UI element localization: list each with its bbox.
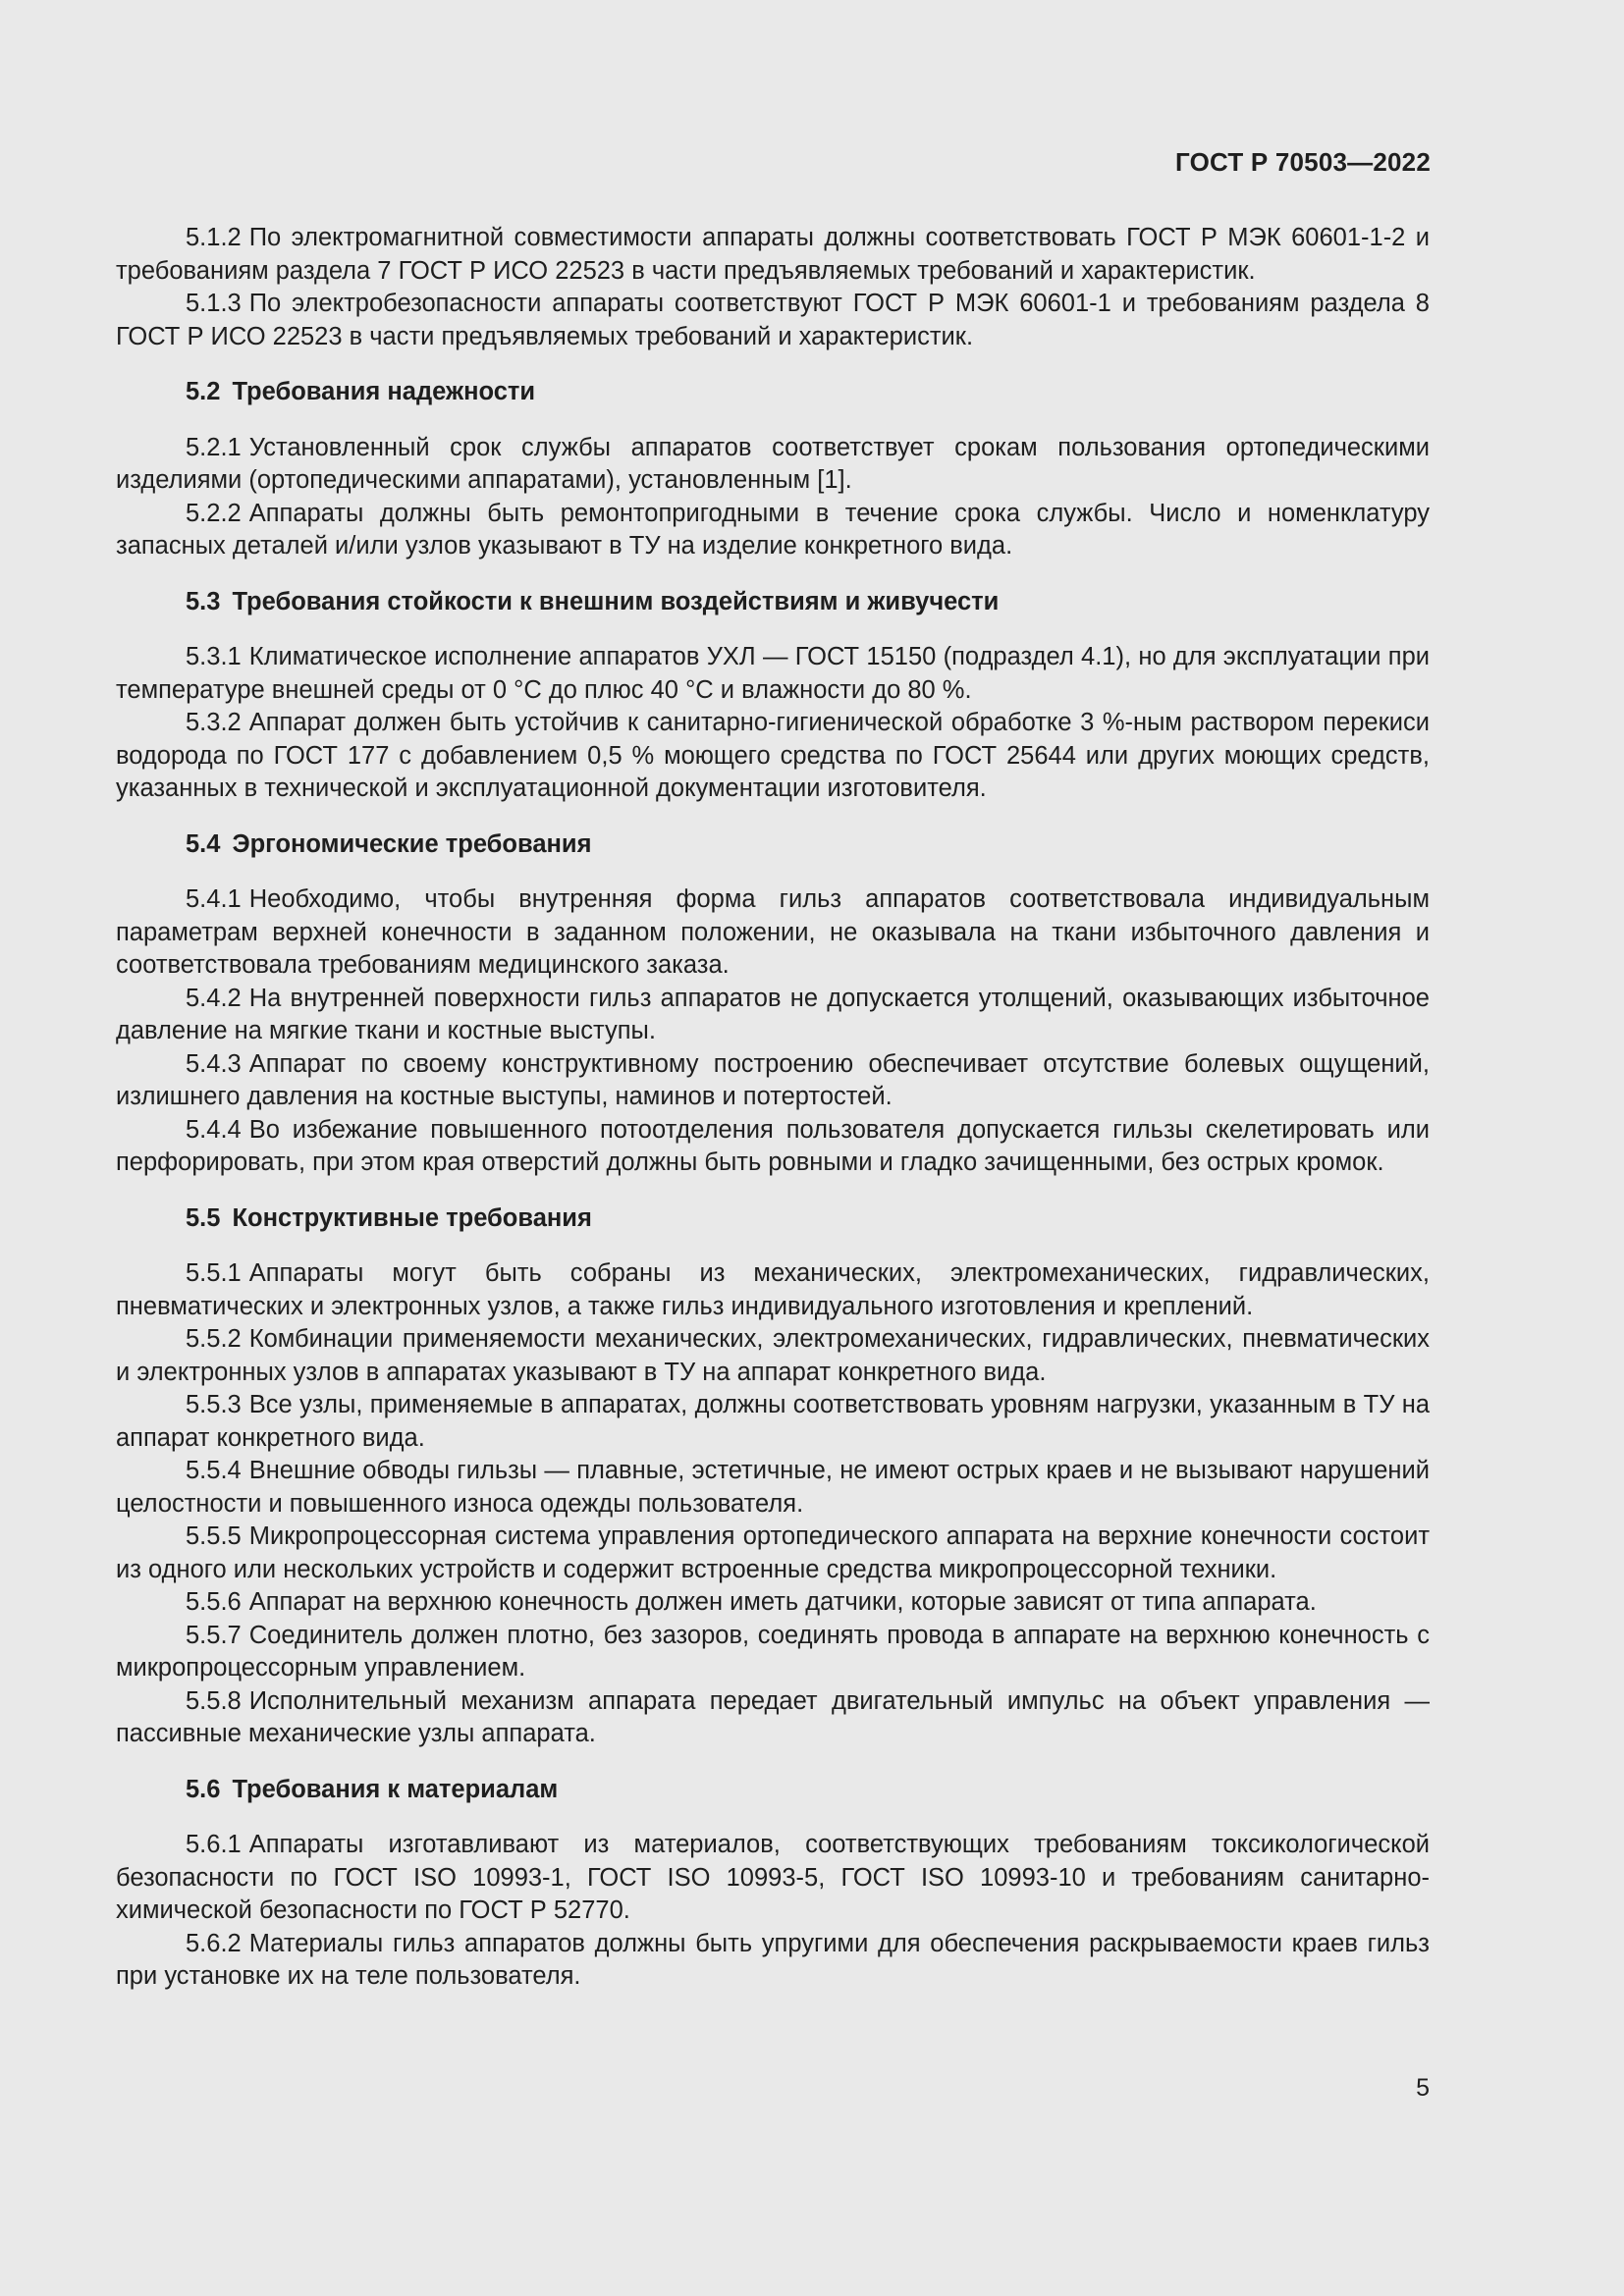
- clause-text: Установленный срок службы аппаратов соответствует срокам пользования ортопедическими изделиями (ортопедическими аппаратами), установленным [1].: [116, 433, 1430, 494]
- clause-number: 5.5.1: [186, 1259, 242, 1287]
- clause-number: 5.4.3: [186, 1049, 242, 1078]
- clause-text: Аппараты изготавливают из материалов, соответствующих требованиям токсикологической безопасности по ГОСТ ISO 10993-1, ГОСТ ISO 10993-5, ГОСТ ISO 10993-10 и требованиям санитарно-химической безопасности по ГОСТ Р 52770.: [116, 1831, 1430, 1924]
- clause-number: 5.4.2: [186, 984, 242, 1012]
- clause-number: 5.3.2: [186, 709, 242, 736]
- clause-number: 5.5.3: [186, 1391, 242, 1418]
- clause-paragraph: [116, 288, 1430, 353]
- clause-paragraph: [116, 432, 1430, 498]
- clause-number: 5.5.2: [186, 1325, 242, 1353]
- document-body: [116, 222, 1430, 1994]
- clause-paragraph: [116, 1048, 1430, 1114]
- clause-number: 5.4.4: [186, 1115, 242, 1144]
- clause-text: По электробезопасности аппараты соответствуют ГОСТ Р МЭК 60601-1 и требованиям раздела 8 ГОСТ Р ИСО 22523 в части предъявляемых требований и характеристик.: [116, 290, 1430, 350]
- clause-number: 5.2.2: [186, 499, 242, 527]
- clause-paragraph: [116, 707, 1430, 806]
- clause-text: Микропроцессорная система управления ортопедического аппарата на верхние конечности состоит из одного или нескольких устройств и содержит встроенные средства микропроцессорной техники.: [116, 1522, 1430, 1583]
- clause-text: Исполнительный механизм аппарата передает двигательный импульс на объект управления — пассивные механические узлы аппарата.: [116, 1686, 1430, 1747]
- clause-paragraph: [116, 1829, 1430, 1928]
- clause-paragraph: [116, 1586, 1430, 1620]
- clause-text: По электромагнитной совместимости аппараты должны соответствовать ГОСТ Р МЭК 60601-1-2 и требованиям раздела 7 ГОСТ Р ИСО 22523 в части предъявляемых требований и характеристик.: [116, 224, 1430, 285]
- clause-number: 5.4.1: [186, 885, 242, 913]
- clause-number: 5.5.6: [186, 1588, 242, 1616]
- clause-text: Комбинации применяемости механических, электромеханических, гидравлических, пневматических и электронных узлов в аппаратах указывают в ТУ на аппарат конкретного вида.: [116, 1325, 1430, 1386]
- clause-number: 5.5.7: [186, 1621, 242, 1649]
- clause-paragraph: [116, 1455, 1430, 1521]
- clause-text: Аппарат по своему конструктивному построению обеспечивает отсутствие болевых ощущений, излишнего давления на костные выступы, наминов и потертостей.: [116, 1049, 1430, 1110]
- section-number: 5.3: [186, 587, 221, 615]
- section-heading: [116, 1774, 1430, 1807]
- clause-text: Климатическое исполнение аппаратов УХЛ — ГОСТ 15150 (подраздел 4.1), но для эксплуатации при температуре внешней среды от 0 °С до плюс 40 °С и влажности до 80 %.: [116, 643, 1430, 704]
- clause-paragraph: [116, 1114, 1430, 1180]
- clause-paragraph: [116, 498, 1430, 563]
- section-number: 5.6: [186, 1775, 221, 1803]
- clause-text: Аппараты должны быть ремонтопригодными в течение срока службы. Число и номенклатуру запасных деталей и/или узлов указывают в ТУ на изделие конкретного вида.: [116, 499, 1430, 560]
- section-heading: [116, 828, 1430, 862]
- section-number: 5.2: [186, 378, 221, 405]
- clause-number: 5.6.1: [186, 1831, 242, 1858]
- clause-paragraph: [116, 1521, 1430, 1586]
- page-number: 5: [1416, 2074, 1430, 2102]
- clause-number: 5.2.1: [186, 433, 242, 461]
- clause-text: Во избежание повышенного потоотделения пользователя допускается гильзы скелетировать или перфорировать, при этом края отверстий должны быть ровными и гладко зачищенными, без острых кромок.: [116, 1115, 1430, 1176]
- clause-paragraph: [116, 1323, 1430, 1389]
- clause-text: Материалы гильз аппаратов должны быть упругими для обеспечения раскрываемости краев гильз при установке их на теле пользователя.: [116, 1929, 1430, 1990]
- clause-paragraph: [116, 641, 1430, 707]
- clause-number: 5.5.8: [186, 1686, 242, 1715]
- section-number: 5.5: [186, 1203, 221, 1232]
- section-heading: [116, 586, 1430, 619]
- section-title: Эргономические требования: [232, 829, 592, 858]
- clause-text: Аппарат на верхнюю конечность должен иметь датчики, которые зависят от типа аппарата.: [248, 1588, 1317, 1616]
- clause-paragraph: [116, 1685, 1430, 1751]
- section-title: Требования к материалам: [232, 1775, 559, 1803]
- document-code-header: ГОСТ Р 70503—2022: [1175, 147, 1431, 177]
- section-heading: [116, 376, 1430, 409]
- clause-number: 5.6.2: [186, 1929, 242, 1957]
- clause-paragraph: [116, 1620, 1430, 1685]
- clause-text: Аппарат должен быть устойчив к санитарно-гигиенической обработке 3 %-ным раствором перекиси водорода по ГОСТ 177 с добавлением 0,5 % моющего средства по ГОСТ 25644 или других моющих средств, указанных в технической и эксплуатационной документации изготовителя.: [116, 709, 1430, 802]
- section-title: Требования надежности: [232, 378, 536, 405]
- clause-paragraph: [116, 1928, 1430, 1994]
- clause-text: Все узлы, применяемые в аппаратах, должны соответствовать уровням нагрузки, указанным в ТУ на аппарат конкретного вида.: [116, 1391, 1430, 1452]
- section-title: Конструктивные требования: [232, 1203, 592, 1232]
- clause-number: 5.1.3: [186, 290, 242, 317]
- section-title: Требования стойкости к внешним воздействиям и живучести: [232, 587, 1000, 615]
- clause-paragraph: [116, 1257, 1430, 1323]
- clause-text: Необходимо, чтобы внутренняя форма гильз аппаратов соответствовала индивидуальным параметрам верхней конечности в заданном положении, не оказывала на ткани избыточного давления и соответствовала требованиям медицинского заказа.: [116, 885, 1430, 979]
- clause-number: 5.3.1: [186, 643, 242, 670]
- clause-number: 5.1.2: [186, 224, 242, 251]
- clause-number: 5.5.5: [186, 1522, 242, 1550]
- clause-text: Внешние обводы гильзы — плавные, эстетичные, не имеют острых краев и не вызывают нарушений целостности и повышенного износа одежды пользователя.: [116, 1457, 1430, 1518]
- clause-text: Аппараты могут быть собраны из механических, электромеханических, гидравлических, пневматических и электронных узлов, а также гильз индивидуального изготовления и креплений.: [116, 1259, 1430, 1320]
- clause-paragraph: [116, 883, 1430, 983]
- clause-number: 5.5.4: [186, 1457, 242, 1484]
- clause-text: Соединитель должен плотно, без зазоров, соединять провода в аппарате на верхнюю конечность с микропроцессорным управлением.: [116, 1621, 1430, 1682]
- section-number: 5.4: [186, 829, 221, 858]
- section-heading: [116, 1202, 1430, 1236]
- clause-paragraph: [116, 983, 1430, 1048]
- clause-paragraph: [116, 222, 1430, 288]
- clause-paragraph: [116, 1389, 1430, 1455]
- clause-text: На внутренней поверхности гильз аппаратов не допускается утолщений, оказывающих избыточное давление на мягкие ткани и костные выступы.: [116, 984, 1430, 1044]
